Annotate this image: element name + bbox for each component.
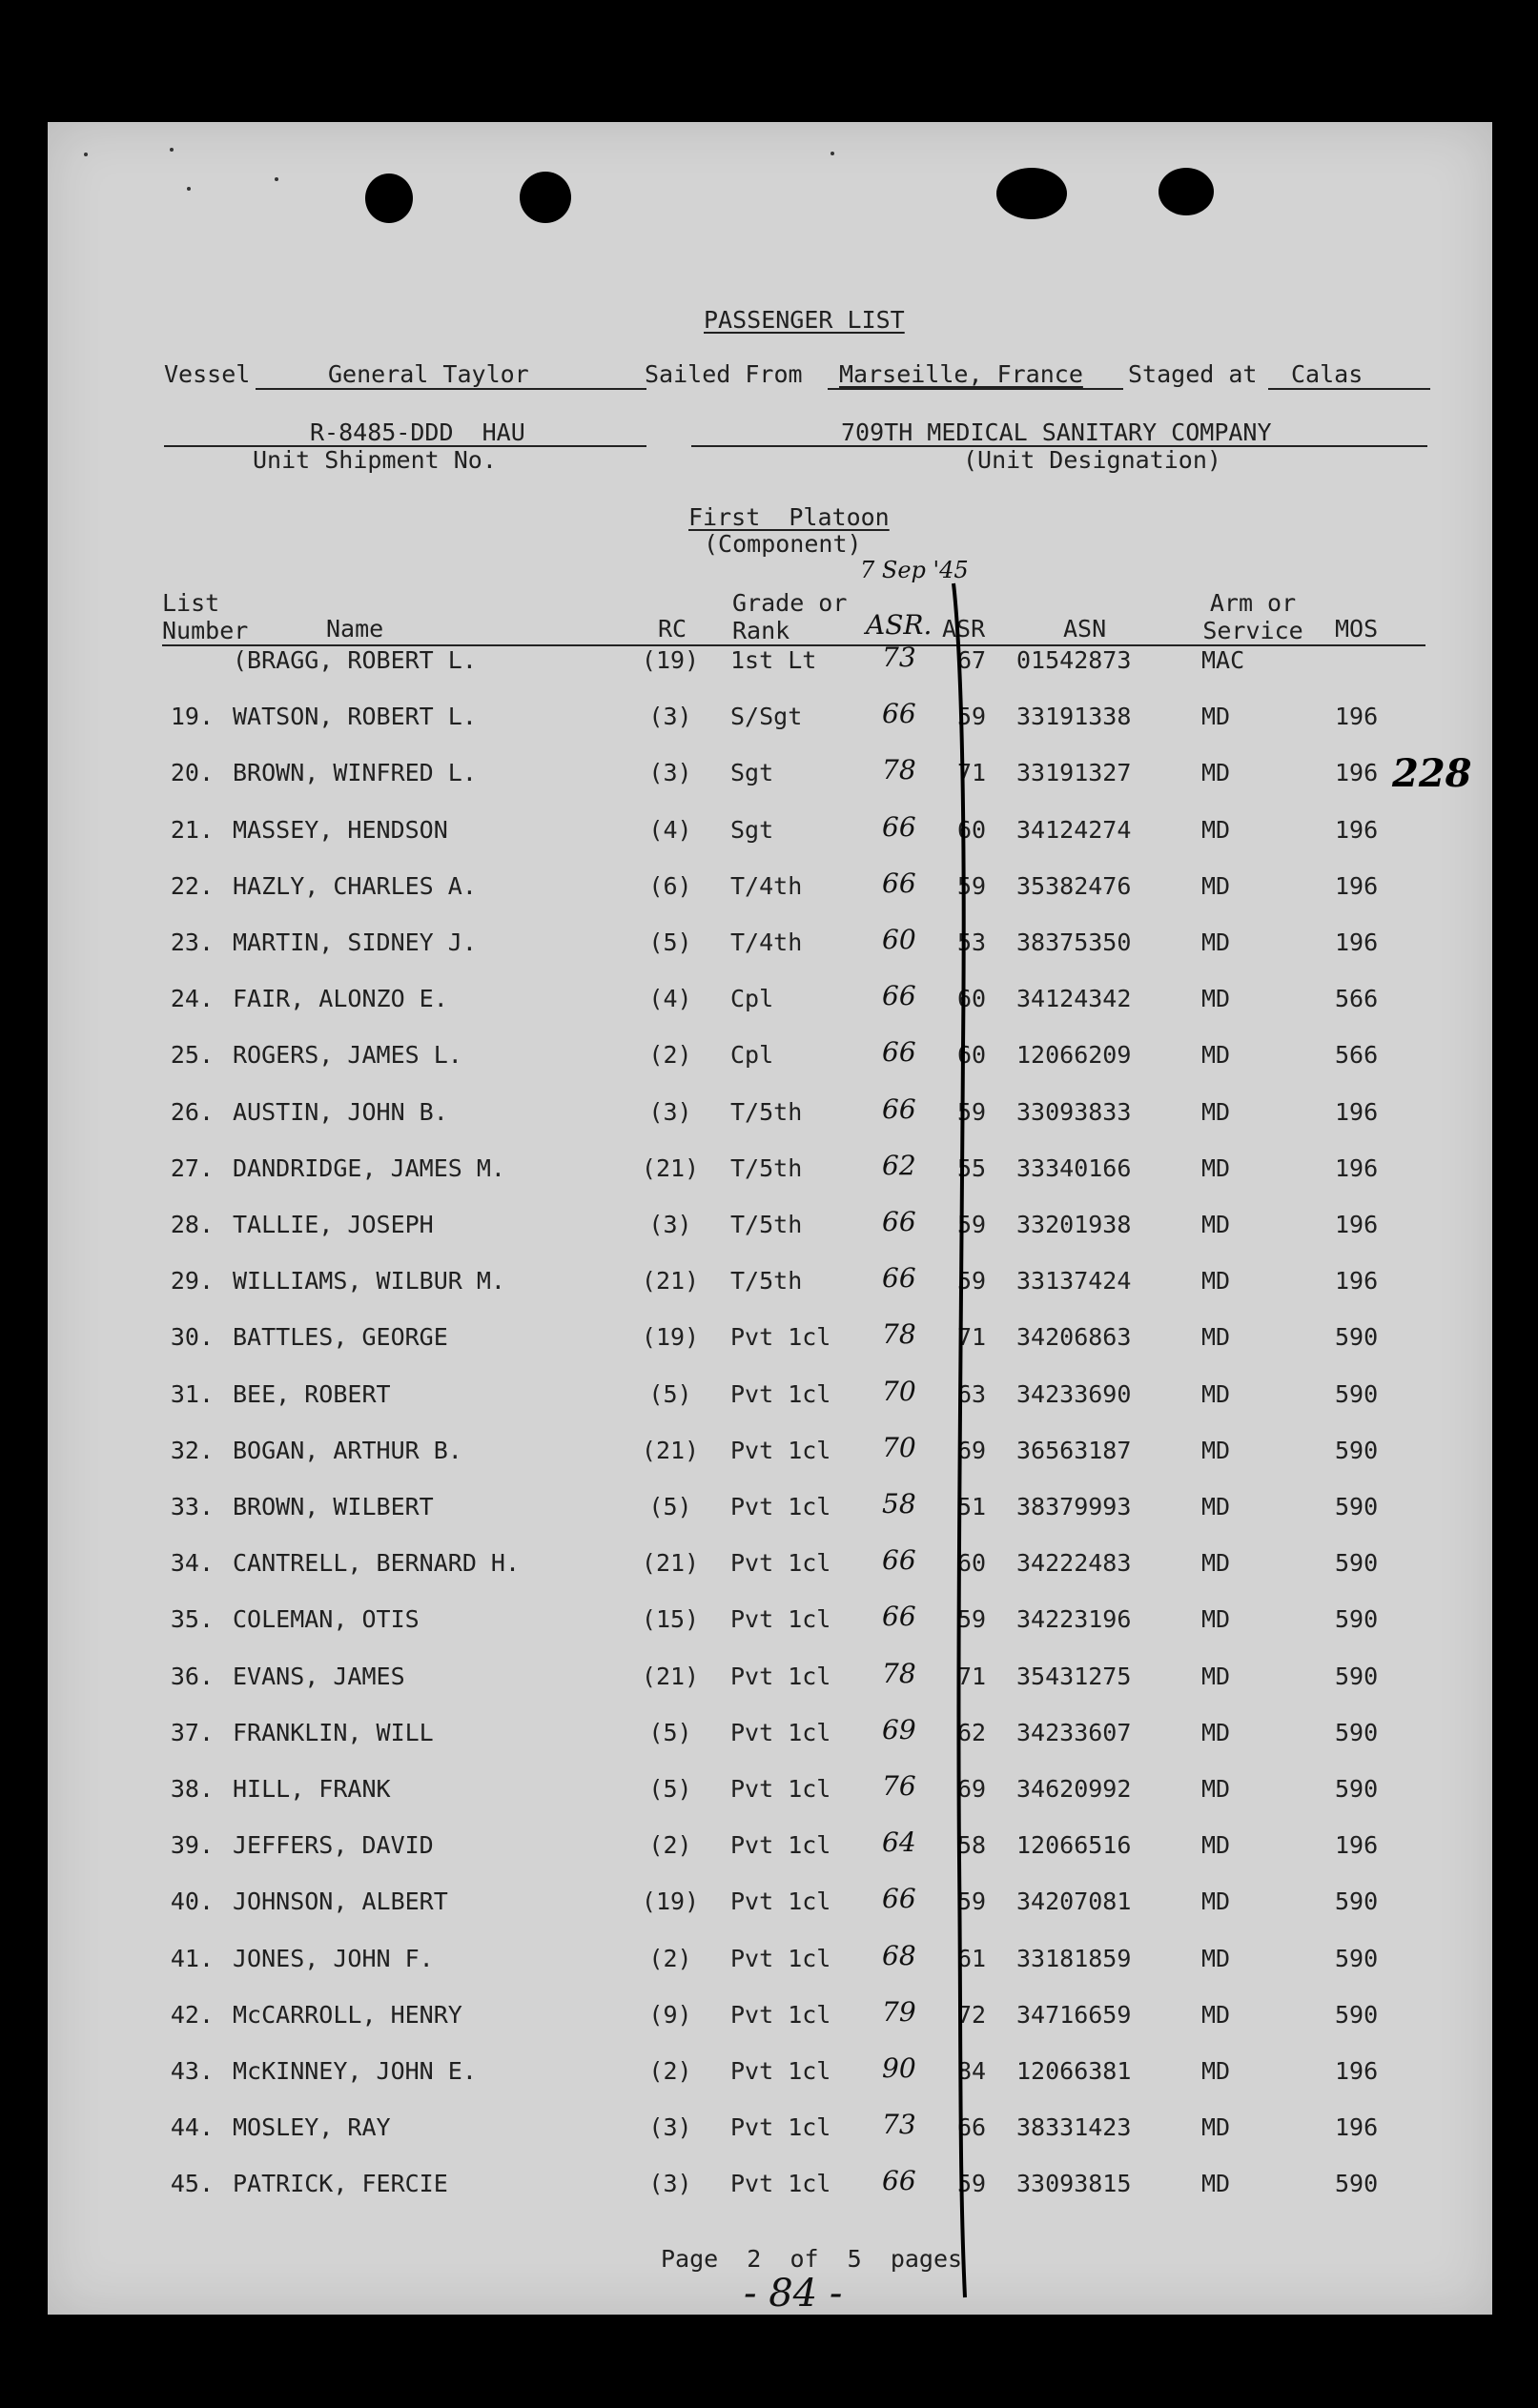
asr-handwritten: 73 bbox=[882, 2109, 916, 2141]
asr-value: 59 bbox=[957, 871, 987, 900]
col-asn: ASN bbox=[1063, 615, 1107, 643]
passenger-name: ROGERS, JAMES L. bbox=[233, 1041, 462, 1070]
asn-value: 35382476 bbox=[1016, 871, 1132, 900]
shipment-label: Unit Shipment No. bbox=[253, 446, 497, 474]
col-list-number: List Number bbox=[162, 589, 249, 644]
passenger-name: HAZLY, CHARLES A. bbox=[233, 871, 477, 900]
asn-value: 33093815 bbox=[1016, 2170, 1132, 2198]
list-number: 21. bbox=[170, 815, 214, 844]
grade-rank: Pvt 1cl bbox=[730, 1323, 831, 1352]
list-number: 44. bbox=[170, 2113, 214, 2142]
rc-value: (2) bbox=[648, 2057, 692, 2085]
rc-value: (4) bbox=[648, 815, 692, 844]
passenger-name: BEE, ROBERT bbox=[233, 1379, 391, 1408]
mos-code: 196 bbox=[1335, 2113, 1379, 2142]
asn-value: 12066381 bbox=[1016, 2057, 1132, 2085]
mos-code: 590 bbox=[1335, 1718, 1379, 1746]
passenger-name: (BRAGG, ROBERT L. bbox=[233, 646, 477, 674]
sailed-label: Sailed From bbox=[645, 360, 803, 388]
passenger-name: MOSLEY, RAY bbox=[233, 2113, 391, 2142]
asr-value: 71 bbox=[957, 759, 987, 787]
asr-handwritten: 66 bbox=[882, 810, 916, 843]
list-number: 24. bbox=[170, 985, 214, 1013]
mos-code: 196 bbox=[1335, 1211, 1379, 1238]
grade-rank: Pvt 1cl bbox=[730, 1605, 831, 1634]
asr-handwritten: 66 bbox=[882, 1262, 916, 1295]
asn-value: 33181859 bbox=[1016, 1944, 1132, 1972]
asn-value: 36563187 bbox=[1016, 1436, 1132, 1464]
grade-rank: Pvt 1cl bbox=[730, 1493, 831, 1520]
list-number: 28. bbox=[170, 1211, 214, 1238]
rc-value: (5) bbox=[648, 1775, 692, 1803]
mos-code: 196 bbox=[1335, 1267, 1379, 1296]
asn-value: 34233607 bbox=[1016, 1718, 1132, 1746]
rc-value: (9) bbox=[648, 2000, 692, 2029]
rc-value: (5) bbox=[648, 1718, 692, 1746]
staged-label: Staged at bbox=[1128, 360, 1258, 388]
list-number: 45. bbox=[170, 2170, 214, 2198]
mos-code: 590 bbox=[1335, 1493, 1379, 1520]
arm-service: MD bbox=[1201, 1379, 1231, 1408]
arm-service: MD bbox=[1201, 1153, 1231, 1182]
asr-handwritten: 58 bbox=[882, 1488, 916, 1520]
mos-code: 566 bbox=[1335, 1041, 1379, 1070]
rc-value: (6) bbox=[648, 871, 692, 900]
rc-value: (5) bbox=[648, 1493, 692, 1520]
grade-rank: Pvt 1cl bbox=[730, 2057, 831, 2085]
arm-service: MD bbox=[1201, 1493, 1231, 1520]
arm-service: MD bbox=[1201, 759, 1231, 787]
list-number: 38. bbox=[170, 1775, 214, 1803]
arm-service: MD bbox=[1201, 2113, 1231, 2142]
passenger-name: DANDRIDGE, JAMES M. bbox=[233, 1153, 505, 1182]
grade-rank: Pvt 1cl bbox=[730, 1775, 831, 1803]
arm-service: MD bbox=[1201, 1549, 1231, 1578]
asr-handwritten: 90 bbox=[882, 2052, 916, 2084]
asr-value: 59 bbox=[957, 2170, 987, 2198]
list-number: 25. bbox=[170, 1041, 214, 1070]
arm-service: MD bbox=[1201, 1605, 1231, 1634]
passenger-name: PATRICK, FERCIE bbox=[233, 2170, 448, 2198]
grade-rank: Pvt 1cl bbox=[730, 1718, 831, 1746]
asr-value: 71 bbox=[957, 1323, 987, 1352]
rc-value: (2) bbox=[648, 1944, 692, 1972]
arm-service: MD bbox=[1201, 2000, 1231, 2029]
asn-value: 34222483 bbox=[1016, 1549, 1132, 1578]
component-label: (Component) bbox=[704, 530, 862, 558]
list-number: 22. bbox=[170, 871, 214, 900]
list-number: 35. bbox=[170, 1605, 214, 1634]
asn-value: 33191338 bbox=[1016, 703, 1132, 731]
asr-value: 59 bbox=[957, 1211, 987, 1238]
rc-value: (15) bbox=[641, 1605, 700, 1634]
grade-rank: T/4th bbox=[730, 929, 803, 956]
staged-value: Calas bbox=[1291, 360, 1364, 388]
passenger-name: McCARROLL, HENRY bbox=[233, 2000, 462, 2029]
asr-value: 69 bbox=[957, 1436, 987, 1464]
grade-rank: Pvt 1cl bbox=[730, 1549, 831, 1578]
asn-value: 33340166 bbox=[1016, 1153, 1132, 1182]
arm-service: MD bbox=[1201, 2170, 1231, 2198]
page-footer: Page 2 of 5 pages bbox=[661, 2245, 963, 2273]
asr-value: 66 bbox=[957, 2113, 987, 2142]
shipment-number: R-8485-DDD HAU bbox=[310, 418, 525, 446]
asr-value: 60 bbox=[957, 985, 987, 1013]
passenger-name: TALLIE, JOSEPH bbox=[233, 1211, 434, 1238]
arm-service: MD bbox=[1201, 1944, 1231, 1972]
passenger-name: FAIR, ALONZO E. bbox=[233, 985, 448, 1013]
asr-value: 72 bbox=[957, 2000, 987, 2029]
asr-value: 62 bbox=[957, 1718, 987, 1746]
col-grade: Grade or Rank bbox=[732, 589, 848, 644]
grade-rank: T/5th bbox=[730, 1211, 803, 1238]
col-asr: ASR bbox=[942, 615, 986, 643]
rc-value: (2) bbox=[648, 1831, 692, 1860]
asn-value: 33093833 bbox=[1016, 1097, 1132, 1126]
list-number: 34. bbox=[170, 1549, 214, 1578]
list-number: 20. bbox=[170, 759, 214, 787]
grade-rank: Pvt 1cl bbox=[730, 1944, 831, 1972]
mos-code: 196 bbox=[1335, 1153, 1379, 1182]
asr-value: 84 bbox=[957, 2057, 987, 2085]
rc-value: (19) bbox=[641, 646, 700, 674]
mos-code: 590 bbox=[1335, 1323, 1379, 1352]
passenger-name: MARTIN, SIDNEY J. bbox=[233, 929, 477, 956]
asr-handwritten: 76 bbox=[882, 1770, 916, 1802]
passenger-name: EVANS, JAMES bbox=[233, 1662, 405, 1690]
arm-service: MD bbox=[1201, 703, 1231, 731]
col-asr-handwritten: ASR. bbox=[866, 609, 933, 641]
arm-service: MD bbox=[1201, 1436, 1231, 1464]
passenger-name: BATTLES, GEORGE bbox=[233, 1323, 448, 1352]
grade-rank: T/5th bbox=[730, 1097, 803, 1126]
asr-handwritten: 78 bbox=[882, 1318, 916, 1351]
passenger-name: JEFFERS, DAVID bbox=[233, 1831, 434, 1860]
passenger-name: FRANKLIN, WILL bbox=[233, 1718, 434, 1746]
asr-handwritten: 60 bbox=[882, 924, 916, 955]
asr-value: 60 bbox=[957, 815, 987, 844]
arm-service: MD bbox=[1201, 1323, 1231, 1352]
vessel-value: General Taylor bbox=[328, 360, 529, 388]
grade-rank: Pvt 1cl bbox=[730, 1436, 831, 1464]
passenger-name: McKINNEY, JOHN E. bbox=[233, 2057, 477, 2085]
asr-value: 59 bbox=[957, 703, 987, 731]
asn-value: 33201938 bbox=[1016, 1211, 1132, 1238]
mos-code: 590 bbox=[1335, 1888, 1379, 1916]
rc-value: (21) bbox=[641, 1267, 700, 1296]
rc-value: (5) bbox=[648, 929, 692, 956]
grade-rank: T/4th bbox=[730, 871, 803, 900]
grade-rank: Pvt 1cl bbox=[730, 2113, 831, 2142]
asr-value: 67 bbox=[957, 646, 987, 674]
list-number: 32. bbox=[170, 1436, 214, 1464]
list-number: 33. bbox=[170, 1493, 214, 1520]
arm-service: MD bbox=[1201, 1718, 1231, 1746]
mos-code: 590 bbox=[1335, 1662, 1379, 1690]
asr-value: 61 bbox=[957, 1944, 987, 1972]
rc-value: (21) bbox=[641, 1153, 700, 1182]
list-number: 26. bbox=[170, 1097, 214, 1126]
mos-code: 196 bbox=[1335, 703, 1379, 731]
list-number: 36. bbox=[170, 1662, 214, 1690]
mos-code: 196 bbox=[1335, 1831, 1379, 1860]
unit-designation-label: (Unit Designation) bbox=[963, 446, 1221, 474]
arm-service: MD bbox=[1201, 1831, 1231, 1860]
grade-rank: Cpl bbox=[730, 1041, 774, 1070]
asr-value: 59 bbox=[957, 1605, 987, 1634]
asr-handwritten: 66 bbox=[882, 1601, 916, 1633]
mos-code: 196 bbox=[1335, 929, 1379, 956]
col-arm: Arm or Service bbox=[1202, 589, 1303, 644]
arm-service: MD bbox=[1201, 871, 1231, 900]
asr-handwritten: 68 bbox=[882, 1939, 916, 1971]
asn-value: 34620992 bbox=[1016, 1775, 1132, 1803]
arm-service: MD bbox=[1201, 985, 1231, 1013]
mos-code: 590 bbox=[1335, 2170, 1379, 2198]
unit-designation: 709TH MEDICAL SANITARY COMPANY bbox=[841, 418, 1272, 446]
grade-rank: T/5th bbox=[730, 1153, 803, 1182]
asr-handwritten: 70 bbox=[882, 1375, 916, 1407]
grade-rank: Pvt 1cl bbox=[730, 2000, 831, 2029]
asr-handwritten: 66 bbox=[882, 1092, 916, 1125]
list-number: 37. bbox=[170, 1718, 214, 1746]
asn-value: 34207081 bbox=[1016, 1888, 1132, 1916]
asr-handwritten: 66 bbox=[882, 867, 916, 899]
grade-rank: S/Sgt bbox=[730, 703, 803, 731]
asn-value: 34716659 bbox=[1016, 2000, 1132, 2029]
asn-value: 34233690 bbox=[1016, 1379, 1132, 1408]
asr-value: 59 bbox=[957, 1267, 987, 1296]
mos-code: 196 bbox=[1335, 871, 1379, 900]
list-number: 39. bbox=[170, 1831, 214, 1860]
asr-handwritten: 66 bbox=[882, 1036, 916, 1069]
mos-code: 196 bbox=[1335, 759, 1379, 787]
rc-value: (5) bbox=[648, 1379, 692, 1408]
grade-rank: Pvt 1cl bbox=[730, 2170, 831, 2198]
rc-value: (3) bbox=[648, 1211, 692, 1238]
asr-handwritten: 66 bbox=[882, 2165, 916, 2197]
page-number-handwritten: - 84 - bbox=[744, 2272, 843, 2316]
arm-service: MD bbox=[1201, 2057, 1231, 2085]
mos-code: 590 bbox=[1335, 1436, 1379, 1464]
asn-value: 12066209 bbox=[1016, 1041, 1132, 1070]
asn-value: 34124274 bbox=[1016, 815, 1132, 844]
asr-handwritten: 66 bbox=[882, 1206, 916, 1237]
asr-value: 60 bbox=[957, 1041, 987, 1070]
rc-value: (2) bbox=[648, 1041, 692, 1070]
rc-value: (3) bbox=[648, 703, 692, 731]
grade-rank: T/5th bbox=[730, 1267, 803, 1296]
mos-code: 590 bbox=[1335, 1379, 1379, 1408]
grade-rank: Pvt 1cl bbox=[730, 1379, 831, 1408]
list-number: 27. bbox=[170, 1153, 214, 1182]
asr-handwritten: 62 bbox=[882, 1149, 916, 1181]
passenger-name: COLEMAN, OTIS bbox=[233, 1605, 420, 1634]
grade-rank: Pvt 1cl bbox=[730, 1831, 831, 1860]
arm-service: MD bbox=[1201, 929, 1231, 956]
grade-rank: Sgt bbox=[730, 759, 774, 787]
list-number: 23. bbox=[170, 929, 214, 956]
rc-value: (21) bbox=[641, 1436, 700, 1464]
asr-handwritten: 66 bbox=[882, 980, 916, 1012]
asr-handwritten: 64 bbox=[882, 1826, 916, 1859]
asr-handwritten: 79 bbox=[882, 1995, 916, 2028]
mos-code: 590 bbox=[1335, 1549, 1379, 1578]
asn-value: 34124342 bbox=[1016, 985, 1132, 1013]
asr-value: 60 bbox=[957, 1549, 987, 1578]
list-number: 43. bbox=[170, 2057, 214, 2085]
asr-value: 63 bbox=[957, 1379, 987, 1408]
passenger-name: JOHNSON, ALBERT bbox=[233, 1888, 448, 1916]
list-number: 40. bbox=[170, 1888, 214, 1916]
asn-value: 34206863 bbox=[1016, 1323, 1132, 1352]
asr-handwritten: 78 bbox=[882, 754, 916, 786]
grade-rank: 1st Lt bbox=[730, 646, 817, 674]
asr-value: 53 bbox=[957, 929, 987, 956]
list-number: 42. bbox=[170, 2000, 214, 2029]
rc-value: (19) bbox=[641, 1888, 700, 1916]
asr-value: 55 bbox=[957, 1153, 987, 1182]
arm-service: MD bbox=[1201, 1041, 1231, 1070]
passenger-name: BROWN, WILBERT bbox=[233, 1493, 434, 1520]
col-mos: MOS bbox=[1335, 615, 1379, 643]
asn-value: 01542873 bbox=[1016, 646, 1132, 674]
mos-code: 196 bbox=[1335, 815, 1379, 844]
asr-value: 58 bbox=[957, 1831, 987, 1860]
grade-rank: Pvt 1cl bbox=[730, 1888, 831, 1916]
arm-service: MAC bbox=[1201, 646, 1245, 674]
list-number: 41. bbox=[170, 1944, 214, 1972]
asn-value: 34223196 bbox=[1016, 1605, 1132, 1634]
grade-rank: Sgt bbox=[730, 815, 774, 844]
col-name: Name bbox=[326, 615, 384, 643]
passenger-name: CANTRELL, BERNARD H. bbox=[233, 1549, 521, 1578]
asr-value: 51 bbox=[957, 1493, 987, 1520]
arm-service: MD bbox=[1201, 1097, 1231, 1126]
asr-handwritten: 73 bbox=[882, 642, 916, 673]
asr-value: 69 bbox=[957, 1775, 987, 1803]
asn-value: 38379993 bbox=[1016, 1493, 1132, 1520]
passenger-name: AUSTIN, JOHN B. bbox=[233, 1097, 448, 1126]
list-number: 31. bbox=[170, 1379, 214, 1408]
rc-value: (4) bbox=[648, 985, 692, 1013]
rc-value: (21) bbox=[641, 1549, 700, 1578]
asn-value: 38331423 bbox=[1016, 2113, 1132, 2142]
asn-value: 33137424 bbox=[1016, 1267, 1132, 1296]
asn-value: 33191327 bbox=[1016, 759, 1132, 787]
arm-service: MD bbox=[1201, 815, 1231, 844]
passenger-name: WILLIAMS, WILBUR M. bbox=[233, 1267, 505, 1296]
asr-value: 71 bbox=[957, 1662, 987, 1690]
rc-value: (21) bbox=[641, 1662, 700, 1690]
mos-code: 590 bbox=[1335, 1944, 1379, 1972]
asn-value: 38375350 bbox=[1016, 929, 1132, 956]
asr-handwritten: 66 bbox=[882, 698, 916, 730]
grade-rank: Cpl bbox=[730, 985, 774, 1013]
list-number: 30. bbox=[170, 1323, 214, 1352]
passenger-name: WATSON, ROBERT L. bbox=[233, 703, 477, 731]
vessel-label: Vessel bbox=[164, 360, 251, 388]
component-value: First Platoon bbox=[688, 503, 890, 531]
passenger-name: JONES, JOHN F. bbox=[233, 1944, 434, 1972]
list-number: 29. bbox=[170, 1267, 214, 1296]
col-rc: RC bbox=[658, 615, 687, 643]
mos-code: 590 bbox=[1335, 1605, 1379, 1634]
list-number: 19. bbox=[170, 703, 214, 731]
page-title: PASSENGER LIST bbox=[704, 306, 905, 334]
asr-value: 59 bbox=[957, 1097, 987, 1126]
mos-code: 590 bbox=[1335, 1775, 1379, 1803]
rc-value: (3) bbox=[648, 2170, 692, 2198]
mos-code: 590 bbox=[1335, 2000, 1379, 2029]
passenger-name: BOGAN, ARTHUR B. bbox=[233, 1436, 462, 1464]
stamp-number: 228 bbox=[1392, 751, 1472, 796]
mos-code: 566 bbox=[1335, 985, 1379, 1013]
arm-service: MD bbox=[1201, 1211, 1231, 1238]
arm-service: MD bbox=[1201, 1775, 1231, 1803]
rc-value: (3) bbox=[648, 1097, 692, 1126]
rc-value: (19) bbox=[641, 1323, 700, 1352]
handwritten-date-note: 7 Sep '45 bbox=[860, 557, 969, 583]
asn-value: 12066516 bbox=[1016, 1831, 1132, 1860]
passenger-name: HILL, FRANK bbox=[233, 1775, 391, 1803]
arm-service: MD bbox=[1201, 1662, 1231, 1690]
passenger-name: BROWN, WINFRED L. bbox=[233, 759, 477, 787]
rc-value: (3) bbox=[648, 759, 692, 787]
asr-handwritten: 69 bbox=[882, 1713, 916, 1745]
asr-handwritten: 78 bbox=[882, 1657, 916, 1689]
asr-handwritten: 66 bbox=[882, 1544, 916, 1577]
grade-rank: Pvt 1cl bbox=[730, 1662, 831, 1690]
asr-handwritten: 66 bbox=[882, 1883, 916, 1915]
asr-value: 59 bbox=[957, 1888, 987, 1916]
asn-value: 35431275 bbox=[1016, 1662, 1132, 1690]
asr-handwritten: 70 bbox=[882, 1431, 916, 1463]
sailed-value: Marseille, France bbox=[839, 360, 1083, 388]
arm-service: MD bbox=[1201, 1267, 1231, 1296]
passenger-name: MASSEY, HENDSON bbox=[233, 815, 448, 844]
mos-code: 196 bbox=[1335, 1097, 1379, 1126]
rc-value: (3) bbox=[648, 2113, 692, 2142]
mos-code: 196 bbox=[1335, 2057, 1379, 2085]
arm-service: MD bbox=[1201, 1888, 1231, 1916]
